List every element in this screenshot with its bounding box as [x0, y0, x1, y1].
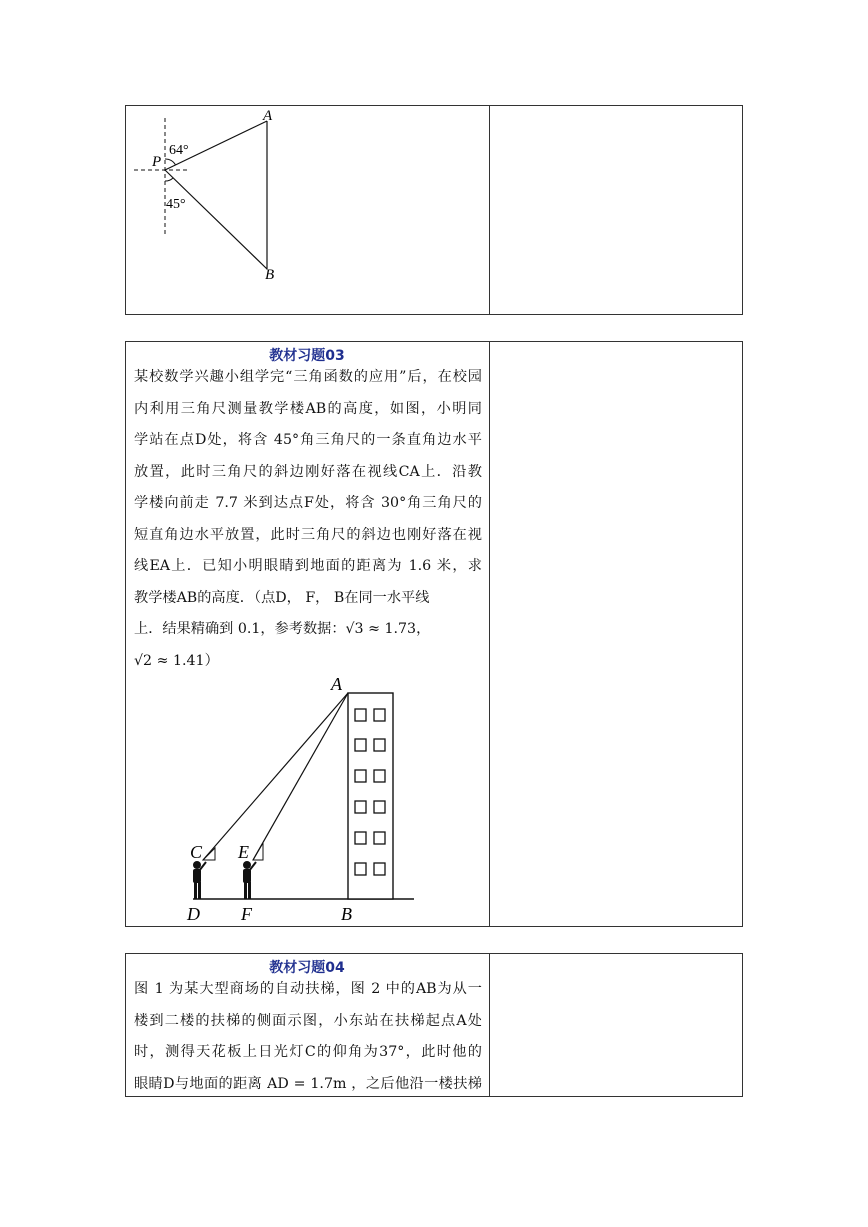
problem-04-text — [134, 974, 482, 1100]
label-f: F — [241, 904, 252, 924]
angle-label-45: 45° — [166, 197, 186, 212]
label-b: B — [341, 904, 352, 924]
sight-line-ea — [253, 693, 348, 860]
ruler-45-triangle — [203, 848, 215, 860]
segment-pb — [165, 170, 267, 269]
problem-03-line: 内利用三角尺测量教学楼AB的高度，如图，小明同 — [134, 400, 482, 417]
problem-03-text — [134, 362, 482, 677]
bearing-figure — [126, 106, 488, 314]
person-d — [193, 861, 206, 899]
label-d: D — [187, 904, 200, 924]
column-divider — [489, 342, 490, 926]
problem-03-box — [125, 341, 743, 927]
problem-04-line: 时，测得天花板上日光灯C的仰角为37°，此时他的 — [134, 1044, 482, 1060]
problem-03-line: 学楼向前走 7.7 米到达点F处，将含 30°角三角尺的 — [134, 495, 482, 511]
problem-03-line: 学站在点D处，将含 45°角三角尺的一条直角边水平 — [134, 432, 482, 448]
problem-04-box — [125, 953, 743, 1097]
angle-arc-bottom — [165, 178, 173, 181]
label-e: E — [238, 842, 249, 862]
problem-03-line: 上．结果精确到 0.1，参考数据：√3 ≈ 1.73， — [134, 621, 431, 637]
problem-03-line: 某校数学兴趣小组学完“三角函数的应用”后，在校园 — [134, 369, 482, 385]
problem-03-heading: 教材习题03 — [269, 348, 345, 364]
label-b: B — [265, 267, 275, 283]
problem-04-line: 楼到二楼的扶梯的侧面示图，小东站在扶梯起点A处 — [134, 1012, 482, 1029]
figure-table-box — [125, 105, 743, 315]
angle-arc-top — [165, 159, 176, 165]
problem-04-line: 图 1 为某大型商场的自动扶梯，图 2 中的AB为从一 — [134, 981, 482, 997]
problem-03-line: 短直角边水平放置，此时三角尺的斜边也刚好落在视 — [134, 526, 482, 543]
problem-03-line: 线EA上．已知小明眼睛到地面的距离为 1.6 米，求 — [134, 558, 482, 574]
label-c: C — [190, 842, 203, 862]
person-f — [243, 861, 256, 899]
angle-label-64: 64° — [169, 143, 189, 158]
label-a: A — [263, 108, 273, 124]
problem-03-line: 教学楼AB的高度．（点D， F， B在同一水平线 — [134, 589, 430, 606]
problem-04-heading: 教材习题04 — [269, 960, 345, 976]
problem-03-line: 放置，此时三角尺的斜边刚好落在视线CA上．沿教 — [134, 463, 482, 480]
problem-04-line: 眼睛D与地面的距离 AD = 1.7m ，之后他沿一楼扶梯 — [134, 1075, 482, 1092]
column-divider — [489, 954, 490, 1096]
sight-line-ca — [203, 693, 348, 860]
problem-03-line: √2 ≈ 1.41） — [134, 652, 219, 669]
ruler-30-triangle — [253, 843, 263, 860]
column-divider — [489, 106, 490, 314]
label-a: A — [331, 674, 342, 694]
building-figure — [181, 670, 481, 930]
label-p: P — [152, 154, 162, 170]
